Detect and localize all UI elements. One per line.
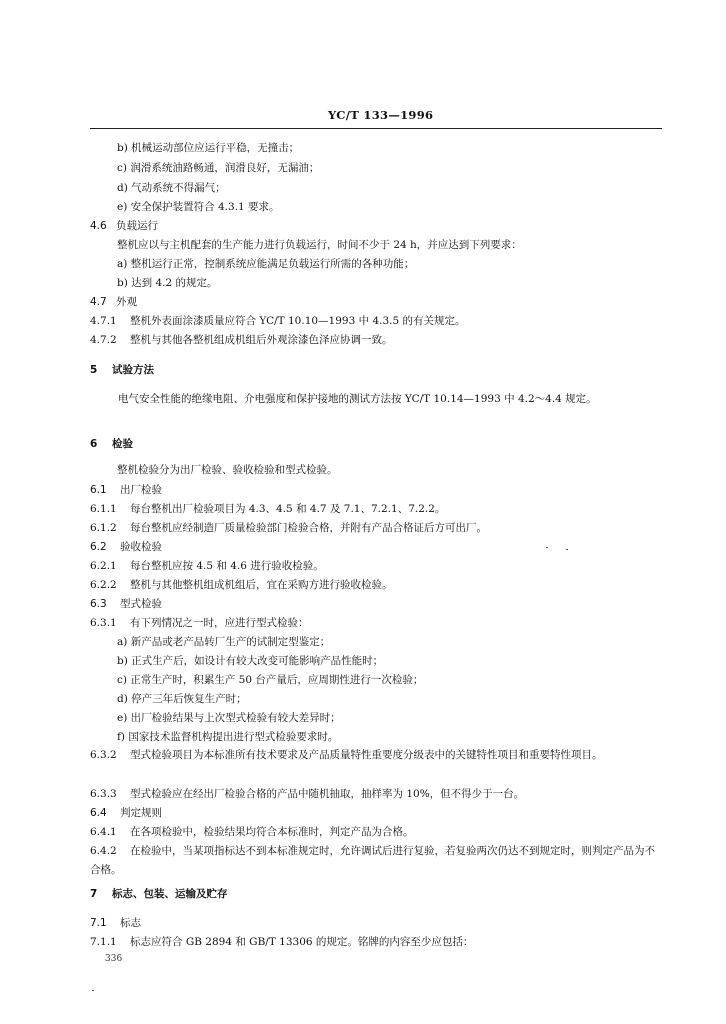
list-item: d) 气动系统不得漏气；: [117, 182, 226, 194]
chapter-heading: 5 试验方法: [90, 364, 154, 376]
list-item: f) 国家技术监督机构提出进行型式检验要求时。: [117, 731, 339, 743]
section-heading: 6.2 验收检验: [90, 541, 162, 553]
section-heading: 6.1 出厂检验: [90, 484, 162, 496]
clause: 4.7.2 整机与其他各整机组成机组后外观涂漆色泽应协调一致。: [90, 334, 393, 346]
clause: 6.1.2 每台整机应经制造厂质量检验部门检验合格，并附有产品合格证后方可出厂。: [90, 522, 487, 534]
clause: 7.1.1 标志应符合 GB 2894 和 GB/T 13306 的规定。铭牌的内容至少应包括：: [90, 936, 474, 948]
clause: 6.4.1 在各项检验中，检验结果均符合本标准时，判定产品为合格。: [90, 826, 414, 838]
chapter-heading: 7 标志、包装、运输及贮存: [90, 888, 228, 900]
scan-speck: [92, 990, 94, 991]
header-rule: [90, 128, 662, 129]
chapter-heading: 6 检验: [90, 438, 133, 450]
section-heading: 6.4 判定规则: [90, 807, 162, 819]
clause: 6.2.2 整机与其他整机组成机组后，宜在采购方进行验收检验。: [90, 579, 393, 591]
clause: 6.1.1 每台整机出厂检验项目为 4.3、4.5 和 4.7 及 7.1、7.2.1、7.2.2。: [90, 503, 446, 515]
paragraph: 整机检验分为出厂检验、验收检验和型式检验。: [117, 464, 338, 476]
page-number: 336: [105, 954, 123, 964]
section-heading: 4.7 外观: [90, 296, 137, 308]
list-item: e) 出厂检验结果与上次型式检验有较大差异时；: [117, 712, 341, 724]
scan-speck: [566, 549, 568, 550]
clause: 6.4.2 在检验中，当某项指标达不到本标准规定时，允许调试后进行复验，若复验两次仍达不到规定时，则判定产品为不合格。: [90, 845, 655, 876]
clause: 6.3.2 型式检验项目为本标准所有技术要求及产品质量特性重要度分级表中的关键特性项目和重要特性项目。: [90, 749, 603, 761]
list-item: e) 安全保护装置符合 4.3.1 要求。: [117, 201, 280, 213]
clause: 6.3.1 有下列情况之一时，应进行型式检验：: [90, 617, 309, 629]
list-item: a) 整机运行正常，控制系统应能满足负载运行所需的各种功能；: [117, 258, 415, 270]
list-item: a) 新产品或老产品转厂生产的试制定型鉴定；: [117, 636, 331, 648]
list-item: b) 达到 4.2 的规定。: [117, 277, 218, 289]
paragraph: 整机应以与主机配套的生产能力进行负载运行，时间不少于 24 h，并应达到下列要求：: [117, 239, 522, 251]
list-item: c) 润滑系统油路畅通，润滑良好，无漏油；: [117, 162, 320, 174]
list-item: b) 机械运动部位应运行平稳，无撞击；: [117, 142, 300, 154]
section-heading: 4.6 负载运行: [90, 220, 158, 232]
list-item: d) 停产三年后恢复生产时；: [117, 693, 247, 705]
paragraph: 电气安全性能的绝缘电阻、介电强度和保护接地的测试方法按 YC/T 10.14—1993 中 4.2～4.4 规定。: [118, 393, 597, 405]
scan-speck: [546, 547, 548, 548]
section-heading: 7.1 标志: [90, 917, 141, 929]
clause: 6.3.3 型式检验应在经出厂检验合格的产品中随机抽取，抽样率为 10%，但不得少于一台。: [90, 788, 525, 800]
clause: 6.2.1 每台整机应按 4.5 和 4.6 进行验收检验。: [90, 560, 324, 572]
page-header: [0, 108, 726, 124]
standard-number: YC/T 133—1996: [328, 108, 434, 122]
list-item: b) 正式生产后，如设计有较大改变可能影响产品性能时；: [117, 655, 384, 667]
list-item: c) 正常生产时，积累生产 50 台产量后，应周期性进行一次检验；: [117, 674, 424, 686]
clause: 4.7.1 整机外表面涂漆质量应符合 YC/T 10.10—1993 中 4.3.5 的有关规定。: [90, 315, 466, 327]
section-heading: 6.3 型式检验: [90, 598, 162, 610]
